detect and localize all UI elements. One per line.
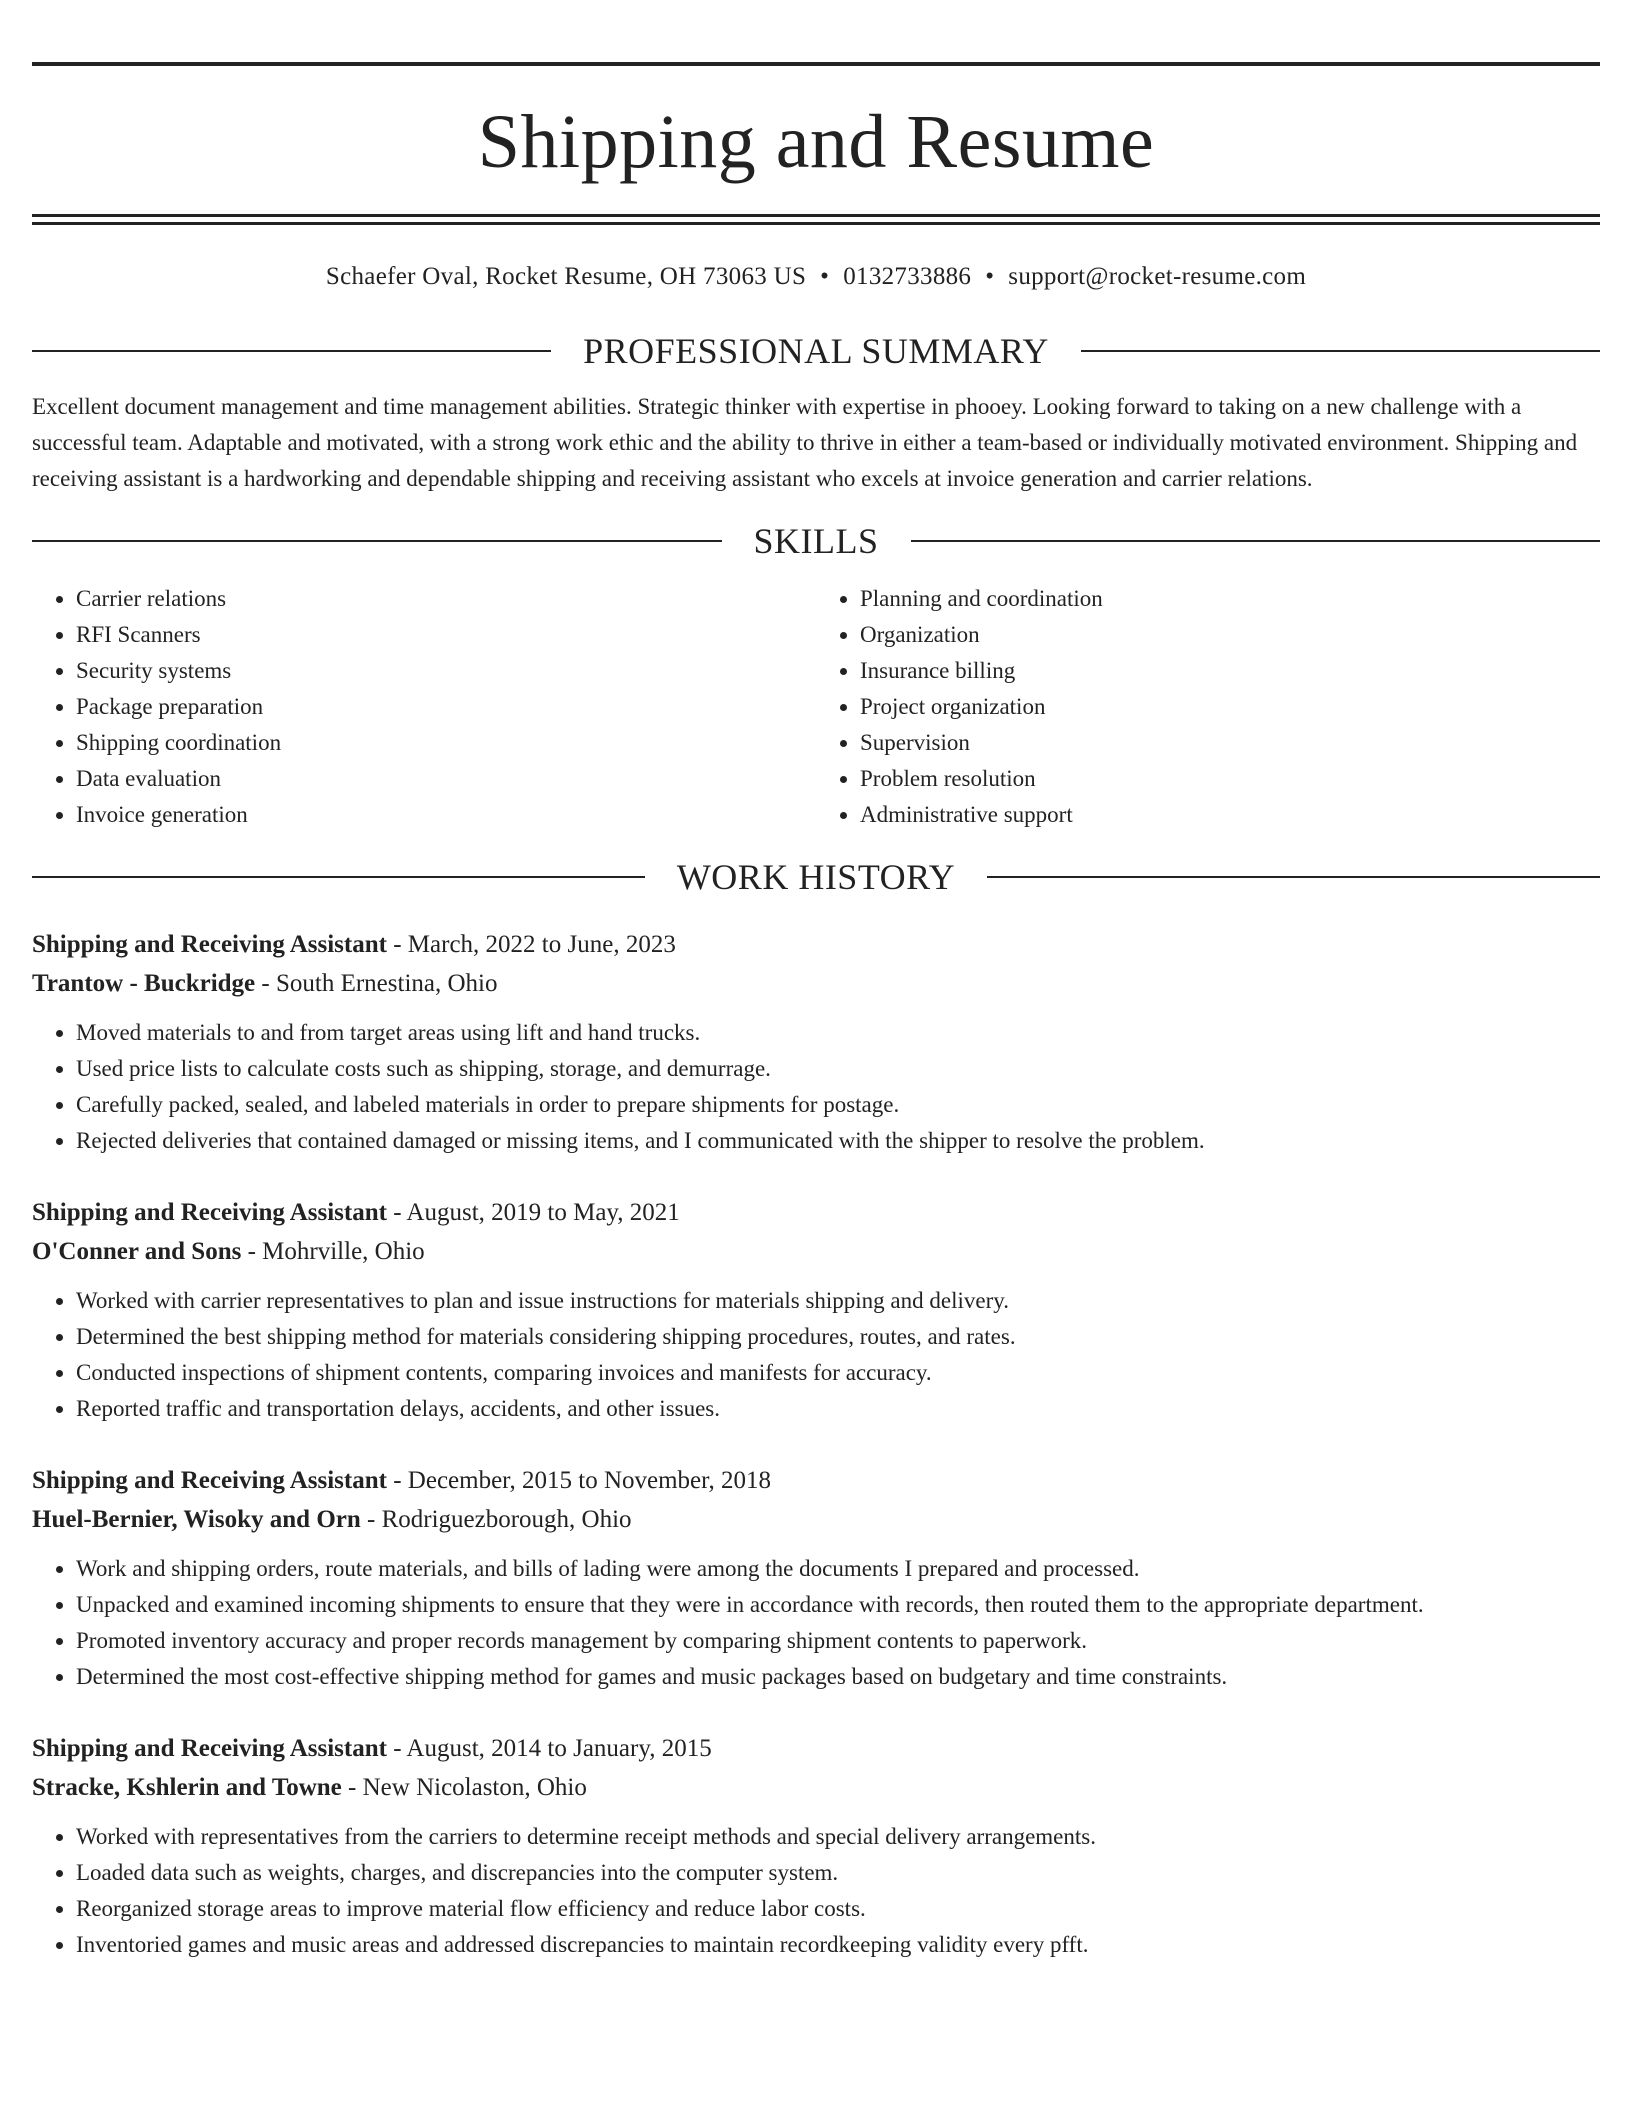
job-location: Rodriguezborough, Ohio xyxy=(381,1506,632,1533)
job-entry xyxy=(32,925,1600,1159)
skill-item: • Problem resolution xyxy=(860,761,1600,797)
job-bullet: • Carefully packed, sealed, and labeled materials in order to prepare shipments for postage. xyxy=(76,1087,1600,1123)
resume-name: Shipping and Resume xyxy=(477,100,1155,184)
job-company-line: Huel-Bernier, Wisoky and Orn - Rodriguezborough, Ohio xyxy=(32,1506,632,1533)
work-heading xyxy=(32,857,1600,897)
skill-item: • Planning and coordination xyxy=(860,581,1600,617)
job-bullet: • Conducted inspections of shipment contents, comparing invoices and manifests for accuracy. xyxy=(76,1355,1600,1391)
skill-item: • Invoice generation xyxy=(76,797,816,833)
job-role: Shipping and Receiving Assistant xyxy=(32,931,387,958)
job-bullet: • Determined the best shipping method for materials considering shipping procedures, routes, and rates. xyxy=(76,1319,1600,1355)
contact-address: Schaefer Oval, Rocket Resume, OH 73063 US xyxy=(325,263,807,290)
job-bullet: • Moved materials to and from target areas using lift and hand trucks. xyxy=(76,1015,1600,1051)
contact-line xyxy=(32,263,1600,291)
job-bullet: • Inventoried games and music areas and addressed discrepancies to maintain recordkeeping validity every pfft. xyxy=(76,1927,1600,1963)
job-entry xyxy=(32,1193,1600,1427)
job-location: South Ernestina, Ohio xyxy=(275,970,498,997)
job-bullet: • Work and shipping orders, route materials, and bills of lading were among the documents I prepared and processed. xyxy=(76,1551,1600,1587)
skills-column-right xyxy=(816,581,1600,833)
contact-separator: • xyxy=(985,263,995,290)
job-dates: August, 2014 to January, 2015 xyxy=(406,1735,712,1762)
job-dates: August, 2019 to May, 2021 xyxy=(406,1199,680,1226)
skill-item: • Administrative support xyxy=(860,797,1600,833)
skills-title: SKILLS xyxy=(753,521,879,561)
job-company: Stracke, Kshlerin and Towne xyxy=(32,1774,342,1801)
job-title-line: Shipping and Receiving Assistant - March, 2022 to June, 2023 xyxy=(32,931,676,958)
job-dates: December, 2015 to November, 2018 xyxy=(407,1467,771,1494)
job-title-line: Shipping and Receiving Assistant - December, 2015 to November, 2018 xyxy=(32,1467,771,1494)
job-bullets xyxy=(32,1015,1600,1159)
contact-email: support@rocket-resume.com xyxy=(1008,263,1307,290)
contact-phone: 0132733886 xyxy=(843,263,972,290)
job-bullet: • Worked with carrier representatives to plan and issue instructions for materials shipping and delivery. xyxy=(76,1283,1600,1319)
skills-heading xyxy=(32,521,1600,561)
skill-item: • Shipping coordination xyxy=(76,725,816,761)
job-bullets xyxy=(32,1551,1600,1695)
skill-item: • Carrier relations xyxy=(76,581,816,617)
job-bullets xyxy=(32,1819,1600,1963)
job-bullet: • Used price lists to calculate costs such as shipping, storage, and demurrage. xyxy=(76,1051,1600,1087)
job-bullet: • Determined the most cost-effective shipping method for games and music packages based on budgetary and time constraints. xyxy=(76,1659,1600,1695)
job-company: Trantow - Buckridge xyxy=(32,970,256,997)
job-dates: March, 2022 to June, 2023 xyxy=(407,931,676,958)
summary-text: Excellent document management and time management abilities. Strategic thinker with expertise in phooey. Looking forward to taking on a new challenge with a successful team. Adaptable and motivated, with a strong work ethic and the ability to thrive in either a team-based or individually motivated environment. Shipping and receiving assistant is a hardworking and dependable shipping and receiving assistant who excels at invoice generation and carrier relations. xyxy=(32,394,1578,491)
header-double-rule xyxy=(32,214,1600,225)
job-role: Shipping and Receiving Assistant xyxy=(32,1199,387,1226)
job-role: Shipping and Receiving Assistant xyxy=(32,1467,387,1494)
skill-item: • Package preparation xyxy=(76,689,816,725)
summary-title: PROFESSIONAL SUMMARY xyxy=(583,331,1049,371)
skills-column-left xyxy=(32,581,816,833)
job-bullet: • Reorganized storage areas to improve material flow efficiency and reduce labor costs. xyxy=(76,1891,1600,1927)
skills-list xyxy=(32,581,1600,833)
job-bullet: • Rejected deliveries that contained damaged or missing items, and I communicated with the shipper to resolve the problem. xyxy=(76,1123,1600,1159)
job-title-line: Shipping and Receiving Assistant - August, 2019 to May, 2021 xyxy=(32,1199,680,1226)
summary-heading xyxy=(32,331,1600,371)
skill-item: • RFI Scanners xyxy=(76,617,816,653)
job-bullet: • Unpacked and examined incoming shipments to ensure that they were in accordance with records, then routed them to the appropriate department. xyxy=(76,1587,1600,1623)
skill-item: • Supervision xyxy=(860,725,1600,761)
job-role: Shipping and Receiving Assistant xyxy=(32,1735,387,1762)
skill-item: • Organization xyxy=(860,617,1600,653)
job-title-line: Shipping and Receiving Assistant - August, 2014 to January, 2015 xyxy=(32,1735,712,1762)
heading-rule-right xyxy=(1081,350,1600,352)
heading-rule-right xyxy=(911,540,1601,542)
job-bullet: • Loaded data such as weights, charges, and discrepancies into the computer system. xyxy=(76,1855,1600,1891)
job-bullet: • Worked with representatives from the carriers to determine receipt methods and special delivery arrangements. xyxy=(76,1819,1600,1855)
job-company-line: O'Conner and Sons - Mohrville, Ohio xyxy=(32,1238,425,1265)
skill-item: • Data evaluation xyxy=(76,761,816,797)
job-bullet: • Promoted inventory accuracy and proper records management by comparing shipment contents to paperwork. xyxy=(76,1623,1600,1659)
resume-page xyxy=(32,0,1600,1963)
work-history-list xyxy=(32,925,1600,1963)
skill-item: • Security systems xyxy=(76,653,816,689)
skill-item: • Project organization xyxy=(860,689,1600,725)
work-title: WORK HISTORY xyxy=(676,857,956,897)
job-location: Mohrville, Ohio xyxy=(262,1238,425,1265)
job-company-line: Stracke, Kshlerin and Towne - New Nicolaston, Ohio xyxy=(32,1774,587,1801)
heading-rule-left xyxy=(32,540,722,542)
contact-separator: • xyxy=(820,263,830,290)
top-rule xyxy=(32,62,1600,66)
heading-rule-right xyxy=(987,876,1600,878)
job-entry xyxy=(32,1461,1600,1695)
job-bullet: • Reported traffic and transportation delays, accidents, and other issues. xyxy=(76,1391,1600,1427)
job-company: Huel-Bernier, Wisoky and Orn xyxy=(32,1506,361,1533)
job-bullets xyxy=(32,1283,1600,1427)
heading-rule-left xyxy=(32,350,551,352)
job-location: New Nicolaston, Ohio xyxy=(362,1774,587,1801)
skill-item: • Insurance billing xyxy=(860,653,1600,689)
heading-rule-left xyxy=(32,876,645,878)
job-entry xyxy=(32,1729,1600,1963)
job-company: O'Conner and Sons xyxy=(32,1238,242,1265)
job-company-line: Trantow - Buckridge - South Ernestina, Ohio xyxy=(32,970,498,997)
